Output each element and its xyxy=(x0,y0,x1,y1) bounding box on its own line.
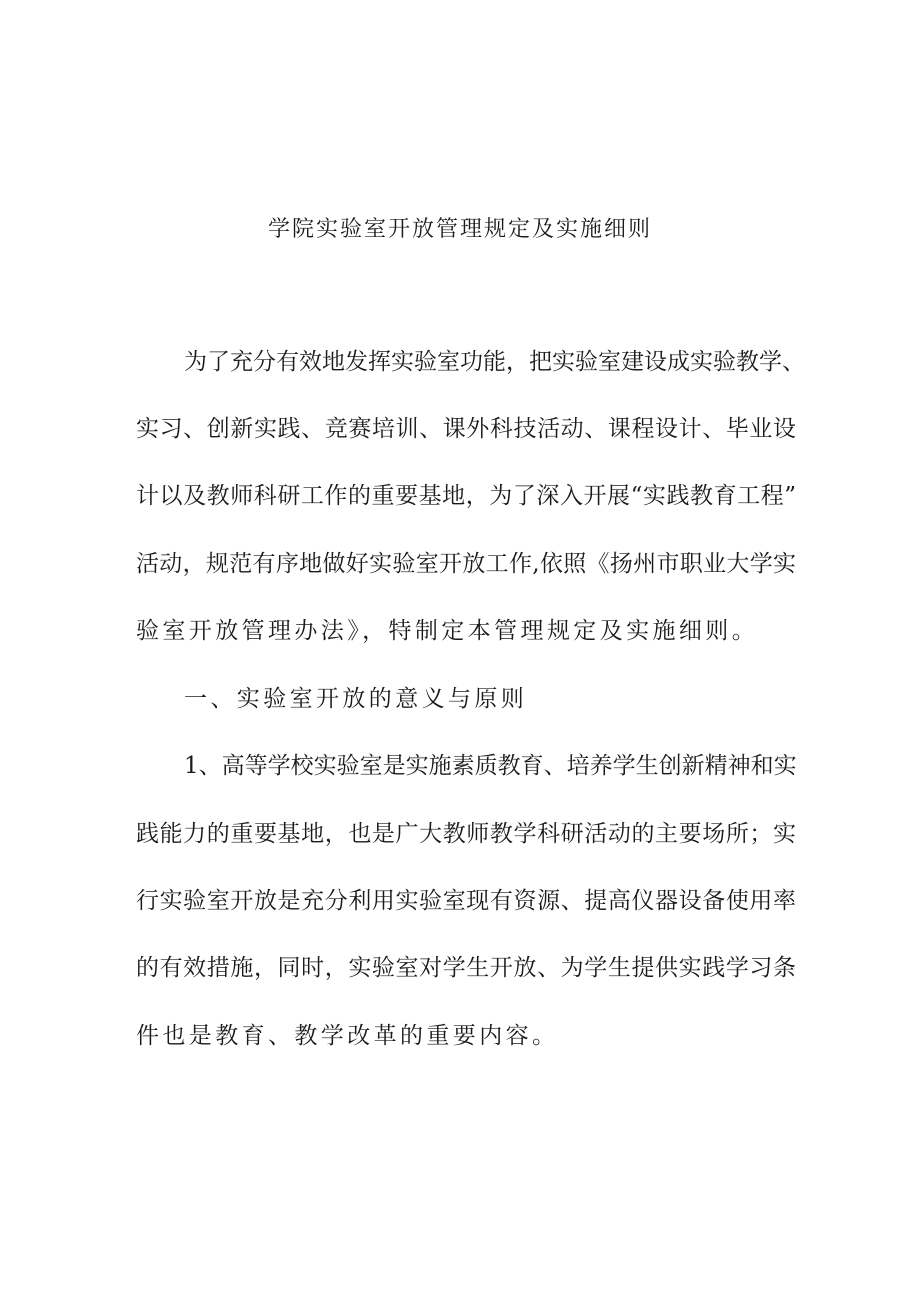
paragraph-line: 的有效措施，同时，实验室对学生开放、为学生提供实践学习条 xyxy=(136,955,796,981)
document-title: 学院实验室开放管理规定及实施细则 xyxy=(267,217,652,242)
paragraph-line: 为了充分有效地发挥实验室功能，把实验室建设成实验教学、 xyxy=(184,349,805,375)
paragraph-line: 行实验室开放是充分利用实验室现有资源、提高仪器设备使用率 xyxy=(136,888,796,914)
paragraph-line: 计以及教师科研工作的重要基地，为了深入开展“实践教育工程” xyxy=(136,483,796,509)
paragraph-line: 实习、创新实践、竞赛培训、课外科技活动、课程设计、毕业设 xyxy=(136,416,796,442)
paragraph-line: 践能力的重要基地，也是广大教师教学科研活动的主要场所；实 xyxy=(136,821,796,847)
paragraph-line: 验室开放管理办法》，特制定本管理规定及实施细则。 xyxy=(136,618,759,644)
paragraph-line: 活动，规范有序地做好实验室开放工作,依照《扬州市职业大学实 xyxy=(136,551,796,577)
section-heading: 一、实验室开放的意义与原则 xyxy=(184,686,528,712)
paragraph-line: 件也是教育、教学改革的重要内容。 xyxy=(136,1023,559,1049)
paragraph-line: 1、高等学校实验室是实施素质教育、培养学生创新精神和实 xyxy=(184,753,797,779)
